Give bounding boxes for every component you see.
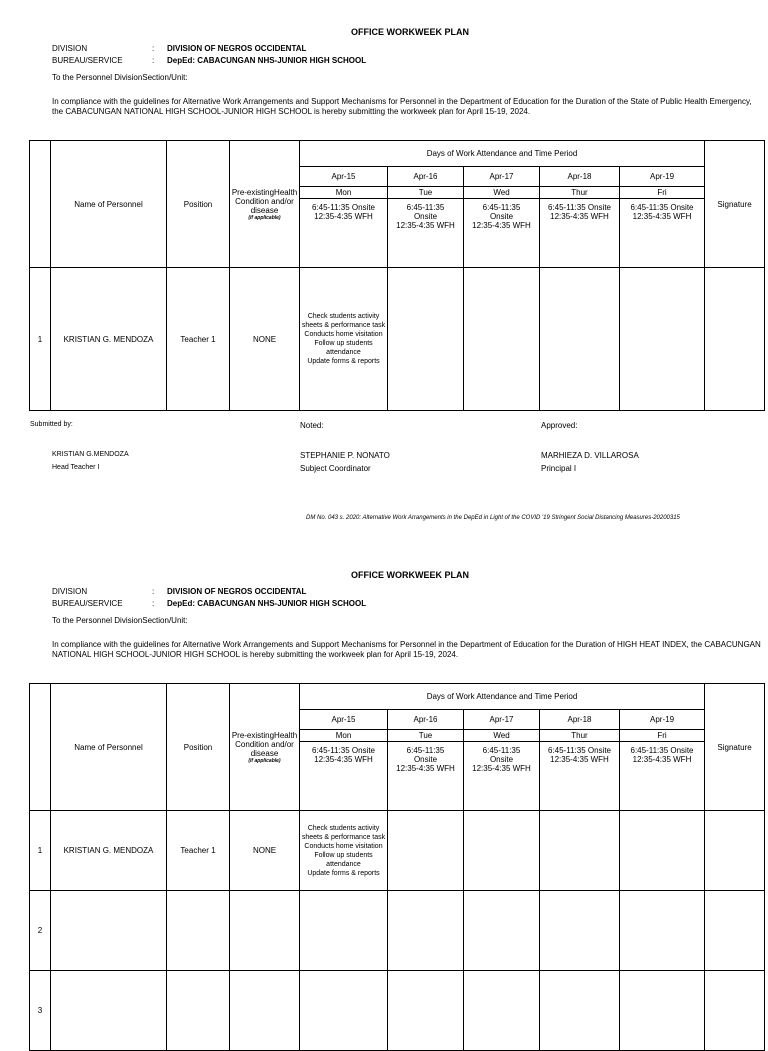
health-condition [230,971,300,1051]
day-cell [388,891,464,971]
date-header: Apr-18 [540,710,620,730]
date-header: Apr-15 [300,167,388,187]
time-onsite: 6:45-11:35 [482,203,521,212]
time-wfh: 12:35-4:35 WFH [396,764,455,773]
time-wfh: 12:35-4:35 WFH [550,755,609,764]
condition-column-header [230,141,300,268]
signature-cell [705,891,765,971]
position-column-header: Position [167,141,230,268]
day-cell [540,811,620,891]
days-header: Days of Work Attendance and Time Period [300,141,705,167]
day-cell [464,811,540,891]
task-item: Conducts home visitation [304,331,383,338]
condition-column-header [230,684,300,811]
personnel-position [167,891,230,971]
time-onsite: 6:45-11:35 Onsite [311,746,375,755]
time-cell [388,742,464,811]
time-wfh: 12:35-4:35 WFH [632,212,692,221]
day-header: Thur [540,187,620,199]
time-wfh: 12:35-4:35 WFH [396,221,455,230]
day-cell [388,811,464,891]
row-number: 2 [30,891,51,971]
time-cell [620,742,705,811]
personnel-name: KRISTIAN G. MENDOZA [51,268,167,411]
day-cell [388,268,464,411]
day-cell [540,891,620,971]
time-cell [388,199,464,268]
bureau-value: DepEd: CABACUNGAN NHS-JUNIOR HIGH SCHOOL [167,56,367,65]
day-header: Fri [620,730,705,742]
personnel-name [51,971,167,1051]
footnote: DM No. 043 s. 2020: Alternative Work Arrangements in the DepEd in Light of the COVID '19 Stringent Social Distancing Measures-20200315 [306,515,680,521]
time-onsite-label: Onsite [413,755,438,764]
tasks-cell [300,891,388,971]
table-row [30,971,765,1051]
date-header: Apr-19 [620,710,705,730]
date-header: Apr-17 [464,710,540,730]
personnel-name: KRISTIAN G. MENDOZA [51,811,167,891]
time-onsite: 6:45-11:35 Onsite [547,203,611,212]
workweek-table [29,140,765,411]
task-item: Update forms & reports [307,358,380,365]
submitted-label: Submitted by: [30,421,73,428]
day-cell [540,971,620,1051]
noted-name: STEPHANIE P. NONATO [300,451,390,460]
workweek-table [29,683,765,1051]
time-wfh: 12:35-4:35 WFH [472,764,531,773]
days-header: Days of Work Attendance and Time Period [300,684,705,710]
signature-column-header: Signature [705,684,765,811]
task-item: Conducts home visitation [304,842,383,850]
date-header: Apr-19 [620,167,705,187]
day-cell [388,971,464,1051]
time-cell [300,199,388,268]
day-cell [540,268,620,411]
time-cell [540,199,620,268]
task-item: Follow up students attendance [314,340,373,356]
day-cell [620,811,705,891]
tasks-cell [300,971,388,1051]
condition-header-text: Pre-existingHealth Condition and/or disease [231,730,298,758]
task-item: Check students activity sheets & performance task [301,824,386,841]
signature-cell [705,811,765,891]
row-number: 3 [30,971,51,1051]
document-title: OFFICE WORKWEEK PLAN [351,570,469,580]
date-header: Apr-18 [540,167,620,187]
approved-label: Approved: [541,421,578,430]
day-header: Mon [300,187,388,199]
tasks-cell [300,811,388,891]
bureau-line [52,56,366,65]
time-wfh: 12:35-4:35 WFH [550,212,609,221]
day-header: Fri [620,187,705,199]
date-header: Apr-17 [464,167,540,187]
noted-label: Noted: [300,421,324,430]
table-row [30,811,765,891]
date-header: Apr-16 [388,167,464,187]
bureau-value: DepEd: CABACUNGAN NHS-JUNIOR HIGH SCHOOL [167,599,367,608]
time-onsite-label: Onsite [489,755,514,764]
personnel-position: Teacher 1 [167,811,230,891]
division-value: DIVISION OF NEGROS OCCIDENTAL [167,44,307,53]
day-cell [620,891,705,971]
time-onsite-label: Onsite [489,212,514,221]
date-header: Apr-16 [388,710,464,730]
day-cell [620,971,705,1051]
time-onsite: 6:45-11:35 [406,746,445,755]
day-header: Tue [388,187,464,199]
tasks-cell [300,268,388,411]
approved-title: Principal I [541,464,577,473]
task-item: Update forms & reports [307,869,380,877]
submitted-name: KRISTIAN G.MENDOZA [52,451,129,458]
division-value: DIVISION OF NEGROS OCCIDENTAL [167,587,307,596]
colon: : [152,44,155,53]
day-cell [464,971,540,1051]
condition-header-note: (if applicable) [248,757,281,764]
task-item: Check students activity sheets & performance task [301,313,386,329]
to-line: To the Personnel DivisionSection/Unit: [52,616,188,625]
day-cell [620,268,705,411]
name-column-header: Name of Personnel [51,141,167,268]
document-title: OFFICE WORKWEEK PLAN [351,27,469,37]
time-onsite: 6:45-11:35 Onsite [311,203,375,212]
division-label: DIVISION [52,44,88,53]
day-header: Mon [300,730,388,742]
time-wfh: 12:35-4:35 WFH [472,221,531,230]
health-condition: NONE [230,268,300,411]
time-cell [620,199,705,268]
division-label: DIVISION [52,587,88,596]
intro-paragraph: In compliance with the guidelines for Alternative Work Arrangements and Support Mechanisms for Personnel in the Department of Education for the Duration of HIGH HEAT INDEX, the CABACUNGAN NATIONAL HIGH SCHOOL-JUNIOR HIGH SCHOOL is hereby submitting the workweek plan for April 15-19, 2024. [52,640,761,659]
signature-cell [705,268,765,411]
bureau-line [52,599,366,608]
colon: : [152,56,155,65]
day-cell [464,891,540,971]
signature-column-header: Signature [705,141,765,268]
time-cell [464,742,540,811]
division-line [52,587,306,596]
time-cell [540,742,620,811]
position-column-header: Position [167,684,230,811]
noted-title: Subject Coordinator [300,464,371,473]
row-number: 1 [30,268,51,411]
time-onsite-label: Onsite [413,212,438,221]
personnel-position [167,971,230,1051]
health-condition [230,891,300,971]
division-line [52,44,306,53]
time-cell [300,742,388,811]
time-onsite: 6:45-11:35 Onsite [547,746,611,755]
bureau-label: BUREAU/SERVICE [52,599,123,608]
day-header: Tue [388,730,464,742]
task-item: Follow up students attendance [314,851,373,868]
bureau-label: BUREAU/SERVICE [52,56,123,65]
time-wfh: 12:35-4:35 WFH [314,755,373,764]
time-onsite: 6:45-11:35 Onsite [630,203,694,212]
time-onsite: 6:45-11:35 [406,203,445,212]
signature-cell [705,971,765,1051]
day-header: Wed [464,187,540,199]
row-number-header [30,684,51,811]
personnel-position: Teacher 1 [167,268,230,411]
colon: : [152,587,155,596]
personnel-name [51,891,167,971]
condition-header-text: Pre-existingHealth Condition and/or disease [231,187,298,215]
date-header: Apr-15 [300,710,388,730]
day-header: Wed [464,730,540,742]
time-wfh: 12:35-4:35 WFH [632,755,692,764]
time-wfh: 12:35-4:35 WFH [314,212,373,221]
time-onsite: 6:45-11:35 [482,746,521,755]
time-cell [464,199,540,268]
name-column-header: Name of Personnel [51,684,167,811]
condition-header-note: (if applicable) [248,214,281,221]
to-line: To the Personnel DivisionSection/Unit: [52,73,188,82]
submitted-title: Head Teacher I [52,464,100,471]
table-row [30,268,765,411]
intro-paragraph: In compliance with the guidelines for Alternative Work Arrangements and Support Mechanisms for Personnel in the Department of Education for the Duration of the State of Public Health Emergency, the CABACUNGAN NATIONAL HIGH SCHOOL-JUNIOR HIGH SCHOOL is hereby submitting the workweek plan for April 15-19, 2024. [52,97,752,116]
day-header: Thur [540,730,620,742]
row-number: 1 [30,811,51,891]
table-row [30,891,765,971]
time-onsite: 6:45-11:35 Onsite [630,746,694,755]
colon: : [152,599,155,608]
day-cell [464,268,540,411]
health-condition: NONE [230,811,300,891]
approved-name: MARHIEZA D. VILLAROSA [541,451,639,460]
row-number-header [30,141,51,268]
